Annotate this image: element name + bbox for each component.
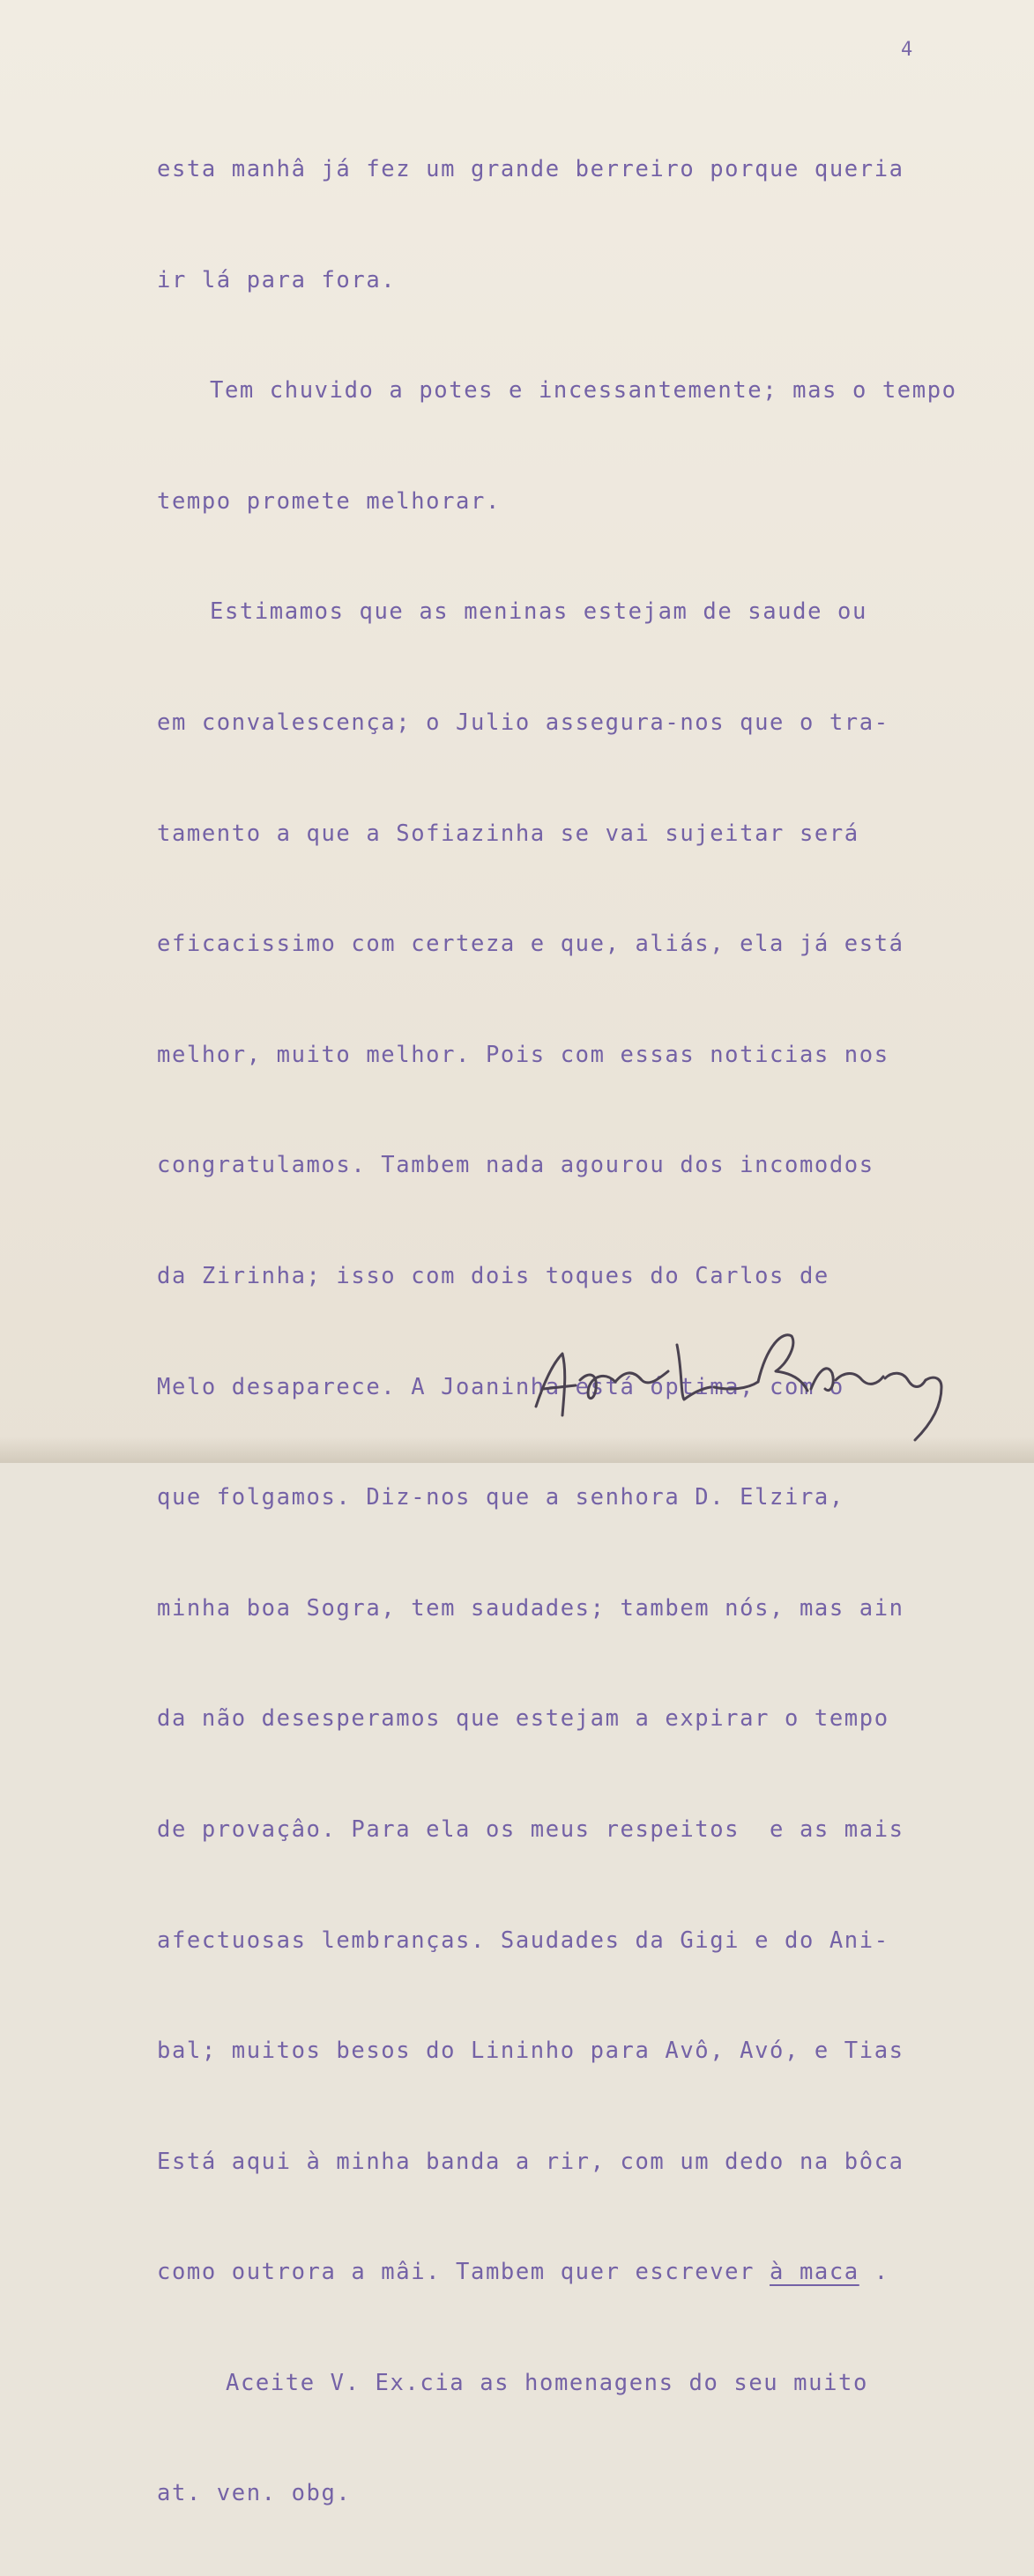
letter-line: que folgamos. Diz-nos que a senhora D. Elzira, [157, 1484, 844, 1511]
letter-line: tamento a que a Sofiazinha se vai sujeitar será [157, 820, 859, 847]
closing-abbreviation: at. ven. obg. [157, 2480, 352, 2507]
letter-line: afectuosas lembranças. Saudades da Gigi e do Ani- [157, 1926, 889, 1954]
letter-line: eficacissimo com certeza e que, aliás, ela já está [157, 931, 904, 958]
letter-line: bal; muitos besos do Lininho para Avô, Avó, e Tias [157, 2038, 904, 2065]
page-number: 4 [901, 39, 913, 61]
letter-line: esta manhâ já fez um grande berreiro porque queria [157, 156, 904, 182]
letter-line: melhor, muito melhor. Pois com essas noticias nos [157, 1041, 889, 1068]
letter-line: Tem chuvido a potes e incessantemente; mas o tempo [210, 377, 957, 405]
closing-line: Aceite V. Ex.cia as homenagens do seu muito [226, 2369, 868, 2396]
letter-line: ir lá para fora. [157, 266, 397, 293]
letter-line: Está aqui à minha banda a rir, com um dedo na bôca [157, 2148, 904, 2175]
letter-line: Estimamos que as meninas estejam de saude ou [210, 598, 867, 626]
letter-line-start: como outrora a mâi. Tambem quer escrever [157, 2259, 770, 2286]
handwritten-signature [527, 1310, 986, 1451]
letter-line: congratulamos. Tambem nada agourou dos incomodos [157, 1152, 874, 1179]
letter-line-with-underline [157, 2244, 1030, 2302]
letter-line: da Zirinha; isso com dois toques do Carlos de [157, 1262, 829, 1289]
letter-line: Melo desaparece. A Joaninha está óptima, com o [157, 1373, 844, 1400]
closing-period: . [859, 2259, 889, 2286]
letter-line: tempo promete melhorar. [157, 487, 501, 515]
letter-line: em convalescença; o Julio assegura-nos que o tra- [157, 709, 889, 736]
underlined-phrase: à maca [770, 2259, 859, 2286]
letter-line: minha boa Sogra, tem saudades; tambem nós, mas ain [157, 1594, 904, 1622]
letter-line: de provaçâo. Para ela os meus respeitos e as mais [157, 1815, 904, 1843]
letter-line: da não desesperamos que estejam a expirar o tempo [157, 1705, 889, 1733]
